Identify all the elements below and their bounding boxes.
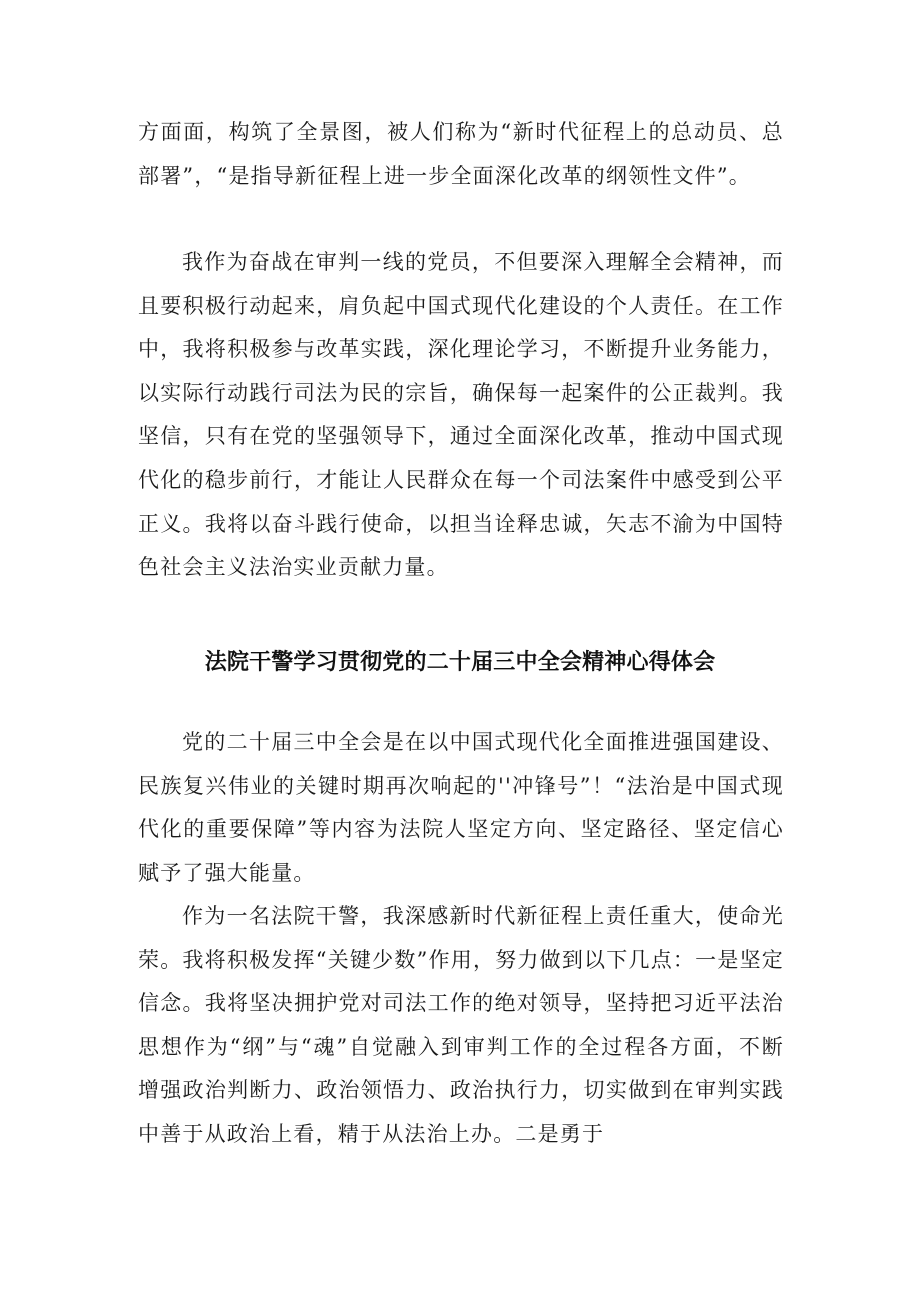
body-paragraph: 作为一名法院干警，我深感新时代新征程上责任重大，使命光荣。我将积极发挥“关键少数”作用，努力做到以下几点：一是坚定信念。我将坚决拥护党对司法工作的绝对领导，坚持把习近平法治思想作为“纲”与“魂”自觉融入到审判工作的全过程各方面，不断增强政治判断力、政治领悟力、政治执行力，切实做到在审判实践中善于从政治上看，精于从法治上办。二是勇于 [138, 904, 784, 1146]
section-title: 法院干警学习贯彻党的二十届三中全会精神心得体会 [204, 650, 716, 675]
body-paragraph: 我作为奋战在审判一线的党员，不但要深入理解全会精神，而且要积极行动起来，肩负起中国式现代化建设的个人责任。在工作中，我将积极参与改革实践，深化理论学习，不断提升业务能力，以实际行动践行司法为民的宗旨，确保每一起案件的公正裁判。我坚信，只有在党的坚强领导下，通过全面深化改革，推动中国式现代化的稳步前行，才能让人民群众在每一个司法案件中感受到公平正义。我将以奋斗践行使命，以担当诠释忠诚，矢志不渝为中国特色社会主义法治实业贡献力量。 [138, 250, 784, 580]
body-paragraph: 党的二十届三中全会是在以中国式现代化全面推进强国建设、民族复兴伟业的关键时期再次响起的''冲锋号”！“法治是中国式现代化的重要保障”等内容为法院人坚定方向、坚定路径、坚定信心赋予了强大能量。 [138, 730, 784, 885]
body-paragraph: 方面面，构筑了全景图，被人们称为“新时代征程上的总动员、总部署”，“是指导新征程上进一步全面深化改革的纲领性文件”。 [138, 120, 784, 188]
